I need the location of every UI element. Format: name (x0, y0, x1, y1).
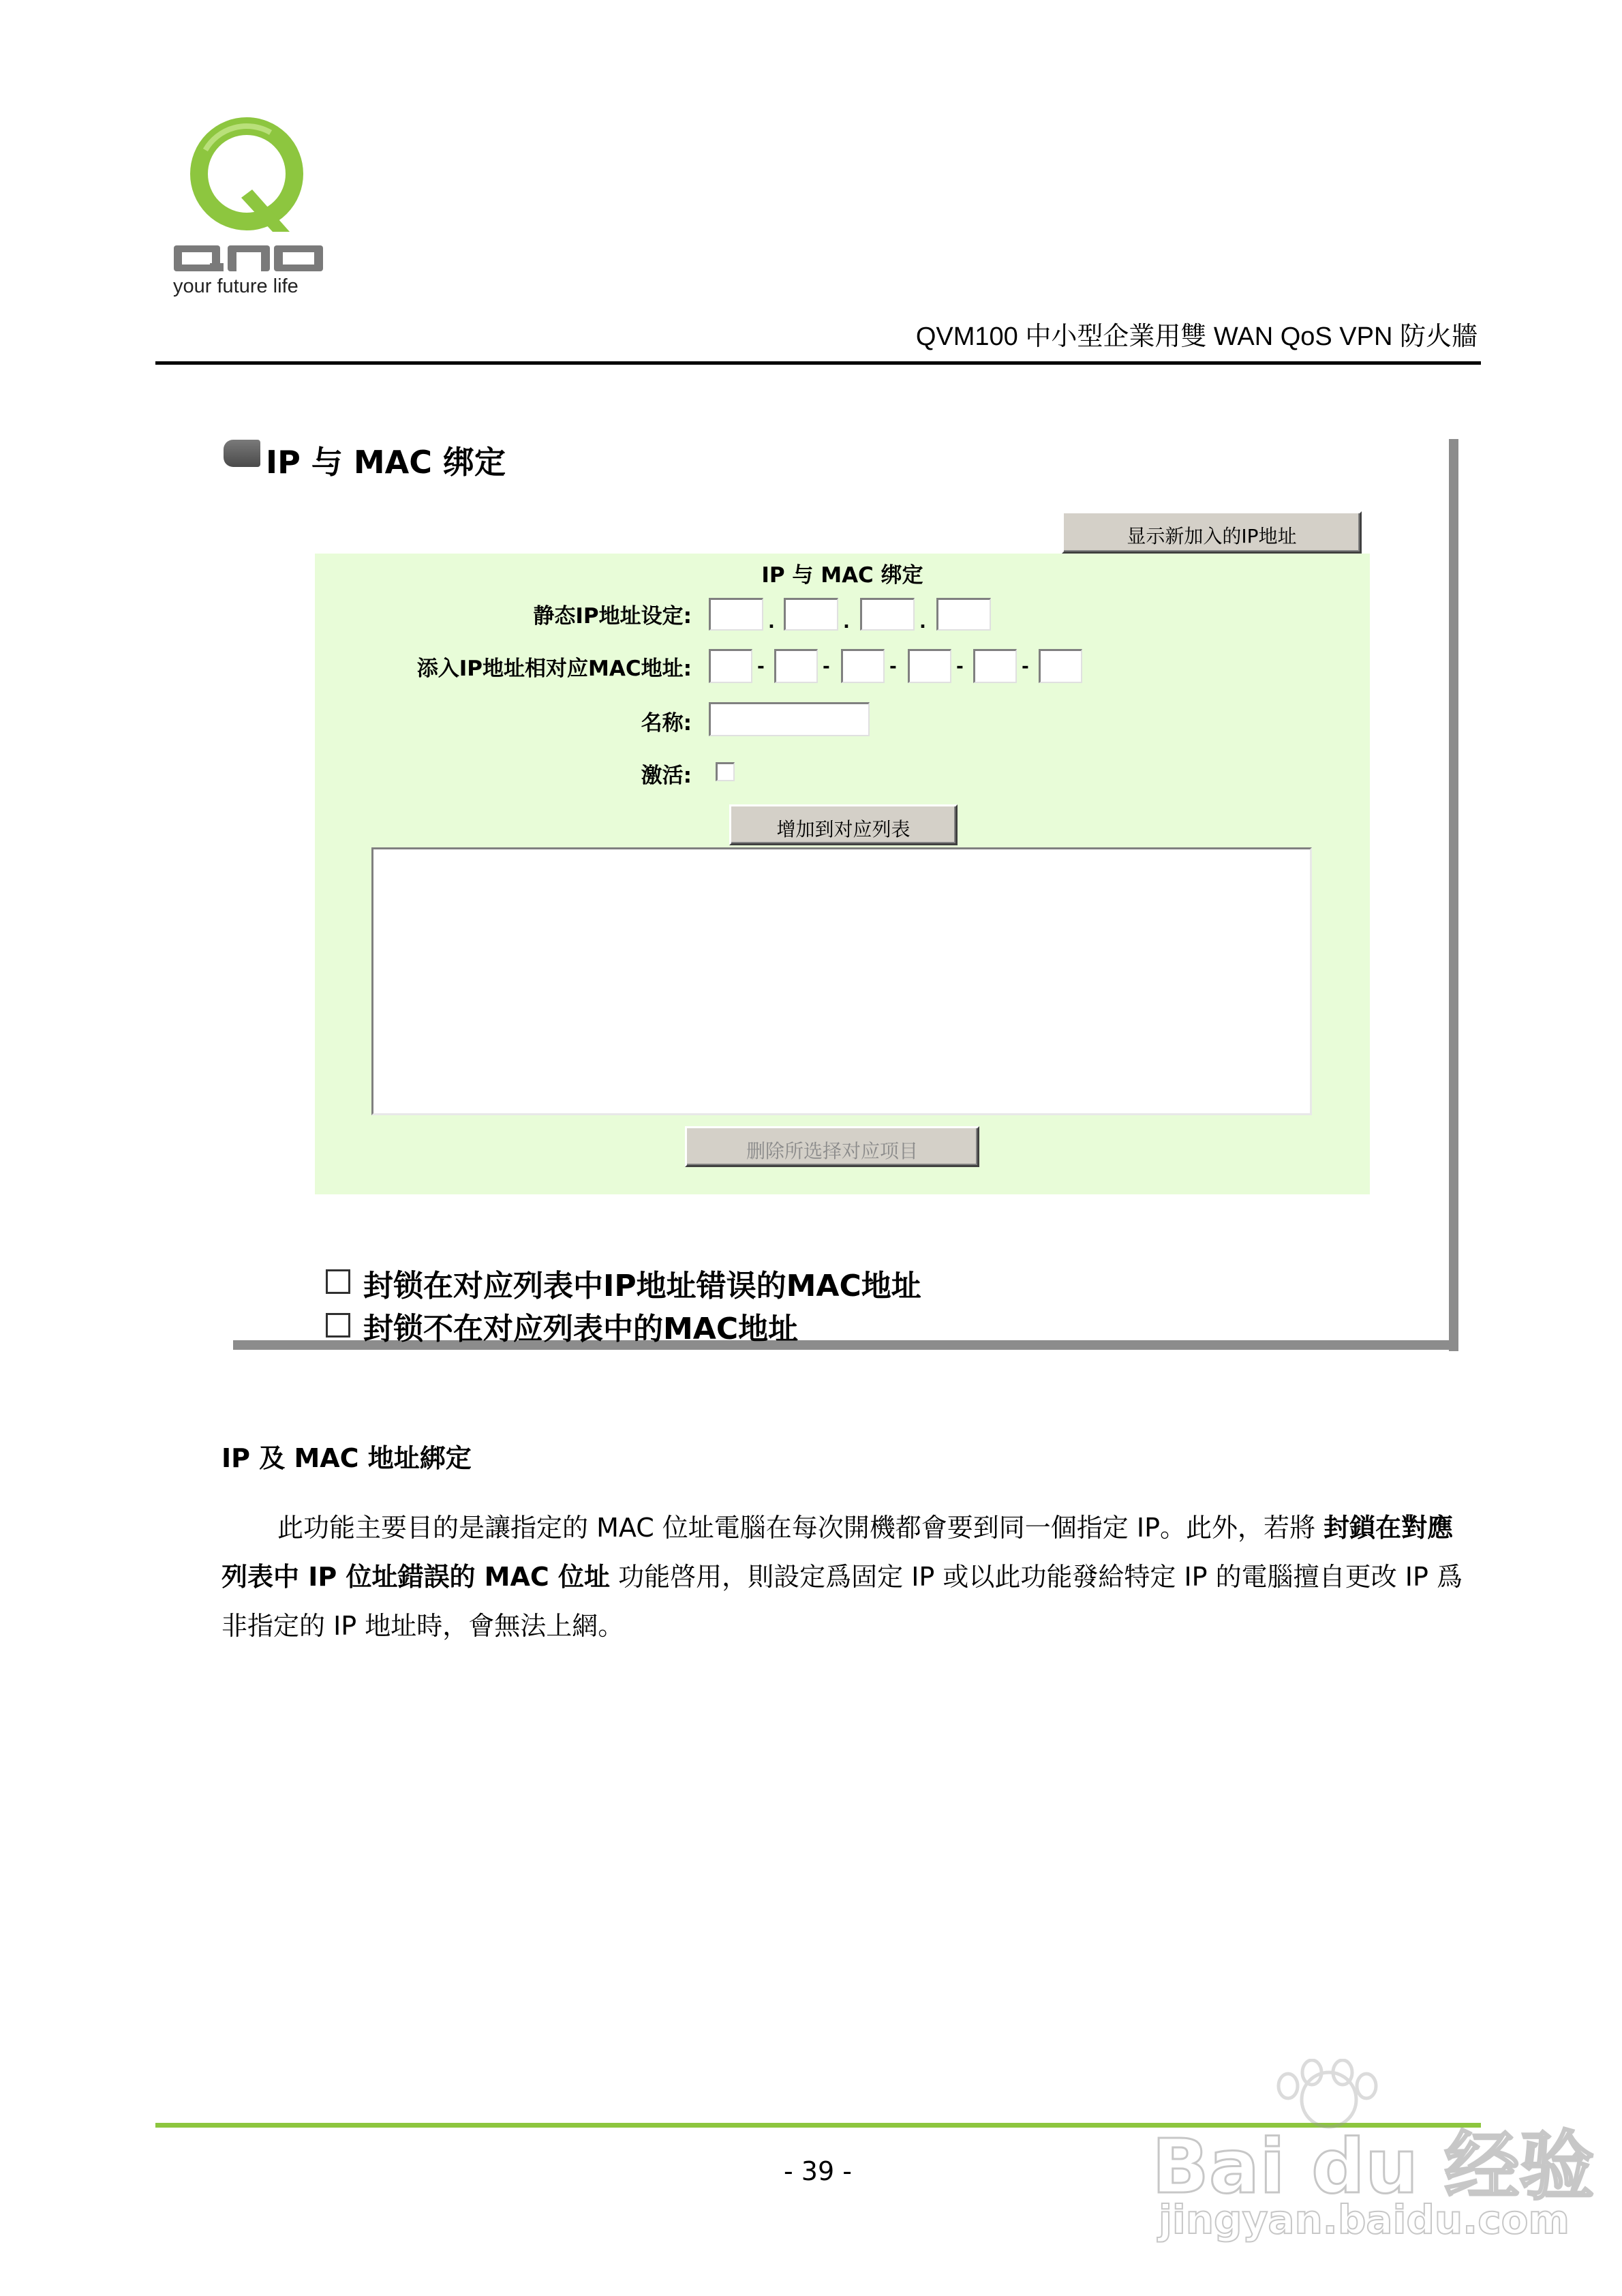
block-unlisted-mac-checkbox[interactable] (326, 1313, 350, 1338)
page-number: - 39 - (784, 2156, 852, 2186)
block-wrong-ip-mac-label: 封锁在对应列表中IP地址错误的MAC地址 (363, 1269, 921, 1303)
section-heading: IP 及 MAC 地址綁定 (221, 1443, 472, 1473)
ip-octet-2-input[interactable] (784, 598, 838, 631)
paragraph-bold-text: 封鎖在對應列表中 IP 位址錯誤的 MAC 位址 (221, 1513, 1454, 1592)
ip-dot-separator: . (768, 612, 775, 633)
header-rule (155, 361, 1481, 365)
mac-address-label: 添入IP地址相对应MAC地址: (416, 656, 692, 681)
ip-dot-separator: . (843, 612, 850, 633)
mac-octet-2-input[interactable] (774, 649, 818, 683)
mac-dash-separator: - (823, 656, 830, 677)
add-to-list-button[interactable]: 增加到对应列表 (729, 804, 958, 845)
show-new-ip-button[interactable]: 显示新加入的IP地址 (1062, 511, 1362, 554)
logo-tagline: your future life (173, 275, 299, 297)
watermark-url: jingyan.baidu.com (1159, 2196, 1570, 2243)
block-wrong-ip-mac-checkbox[interactable] (326, 1269, 350, 1294)
mac-octet-3-input[interactable] (841, 649, 885, 683)
mac-dash-separator: - (757, 656, 765, 677)
section-title-icon (224, 440, 260, 467)
delete-selected-button[interactable]: 删除所选择对应项目 (685, 1126, 979, 1167)
paragraph-text-2: 功能啓用，則設定爲固定 IP 或以此功能發給特定 IP 的電腦擅自更改 IP 爲非指定的 IP 地址時，會無法上網。 (221, 1562, 1463, 1641)
qno-letters (174, 245, 323, 271)
static-ip-label: 静态IP地址设定: (533, 604, 692, 629)
name-label: 名称: (641, 711, 692, 736)
binding-list-box[interactable] (371, 847, 1312, 1115)
mac-dash-separator: - (956, 656, 964, 677)
mac-octet-4-input[interactable] (908, 649, 951, 683)
activate-checkbox[interactable] (716, 762, 735, 781)
q-mark (181, 109, 311, 239)
paragraph-text-1: 此功能主要目的是讓指定的 MAC 位址電腦在每次開機都會要到同一個指定 IP。此外，若將 (277, 1513, 1324, 1543)
form-title: IP 与 MAC 绑定 (761, 563, 923, 588)
watermark-brand: Bai du 经验 (1152, 2123, 1595, 2210)
document-title: QVM100 中小型企業用雙 WAN QoS VPN 防火牆 (915, 322, 1478, 351)
ip-octet-1-input[interactable] (709, 598, 763, 631)
mac-octet-5-input[interactable] (973, 649, 1017, 683)
mac-dash-separator: - (1022, 656, 1029, 677)
ip-dot-separator: . (919, 612, 926, 633)
mac-octet-6-input[interactable] (1039, 649, 1082, 683)
block-unlisted-mac-label: 封锁不在对应列表中的MAC地址 (363, 1312, 799, 1346)
mac-dash-separator: - (889, 656, 897, 677)
ip-octet-3-input[interactable] (860, 598, 915, 631)
activate-label: 激活: (641, 764, 692, 788)
description-paragraph (221, 1503, 1469, 1650)
ip-octet-4-input[interactable] (936, 598, 991, 631)
name-input[interactable] (709, 702, 870, 736)
panel-title: IP 与 MAC 绑定 (266, 444, 506, 481)
panel-shadow-right (1449, 439, 1458, 1351)
mac-octet-1-input[interactable] (709, 649, 752, 683)
